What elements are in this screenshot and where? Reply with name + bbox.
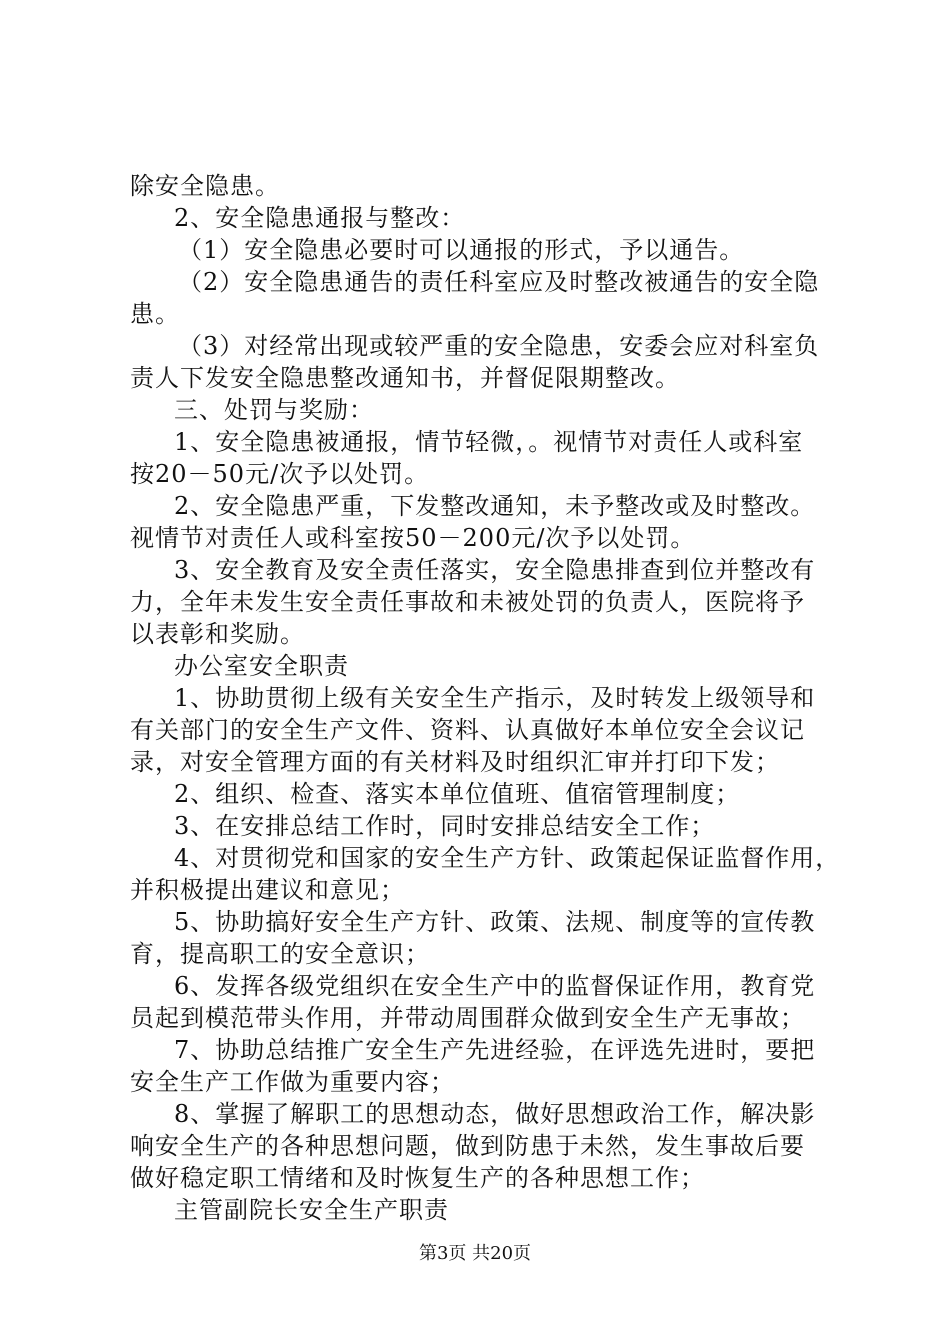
text-line: 3、安全教育及安全责任落实，安全隐患排查到位并整改有 (174, 556, 816, 584)
text-line: 5、协助搞好安全生产方针、政策、法规、制度等的宣传教 (174, 908, 816, 936)
section-heading: 办公室安全职责 (174, 652, 349, 680)
text-line: （3）对经常出现或较严重的安全隐患，安委会应对科室负 (178, 332, 820, 360)
text-line: 做好稳定职工情绪和及时恢复生产的各种思想工作； (130, 1164, 705, 1192)
text-line: （1）安全隐患必要时可以通报的形式，予以通告。 (178, 236, 745, 264)
section-heading: 主管副院长安全生产职责 (174, 1196, 449, 1224)
text-line: 育，提高职工的安全意识； (130, 940, 430, 968)
text-line: 8、掌握了解职工的思想动态，做好思想政治工作，解决影 (174, 1100, 816, 1128)
text-line: 患。 (130, 300, 180, 328)
text-line: 以表彰和奖励。 (130, 620, 305, 648)
text-line: 责人下发安全隐患整改通知书，并督促限期整改。 (130, 364, 680, 392)
section-heading: 三、处罚与奖励： (174, 396, 374, 424)
text-line: 2、组织、检查、落实本单位值班、值宿管理制度； (174, 780, 741, 808)
text-line: 响安全生产的各种思想问题，做到防患于未然，发生事故后要 (130, 1132, 805, 1160)
text-line: 按20－50元/次予以处罚。 (130, 460, 430, 488)
text-line: 视情节对责任人或科室按50－200元/次予以处罚。 (130, 524, 696, 552)
text-line: 2、安全隐患严重，下发整改通知，未予整改或及时整改。 (174, 492, 816, 520)
text-line: 有关部门的安全生产文件、资料、认真做好本单位安全会议记 (130, 716, 805, 744)
text-line: 7、协助总结推广安全生产先进经验，在评选先进时，要把 (174, 1036, 816, 1064)
text-line: 力，全年未发生安全责任事故和未被处罚的负责人，医院将予 (130, 588, 805, 616)
text-line: 3、在安排总结工作时，同时安排总结安全工作； (174, 812, 716, 840)
text-line: （2）安全隐患通告的责任科室应及时整改被通告的安全隐 (178, 268, 820, 296)
document-body (130, 170, 841, 1226)
text-line: 安全生产工作做为重要内容； (130, 1068, 455, 1096)
text-line: 除安全隐患。 (130, 172, 280, 200)
text-line: 6、发挥各级党组织在安全生产中的监督保证作用，教育党 (174, 972, 816, 1000)
text-line: 2、安全隐患通报与整改： (174, 204, 466, 232)
page-number-footer: 第3页 共20页 (418, 1243, 532, 1264)
text-line: 录，对安全管理方面的有关材料及时组织汇审并打印下发； (130, 748, 780, 776)
text-line: 1、协助贯彻上级有关安全生产指示，及时转发上级领导和 (174, 684, 816, 712)
text-line: 1、安全隐患被通报，情节轻微，。视情节对责任人或科室 (174, 428, 804, 456)
text-line: 并积极提出建议和意见； (130, 876, 405, 904)
text-line: 4、对贯彻党和国家的安全生产方针、政策起保证监督作用， (174, 844, 841, 872)
text-line: 员起到模范带头作用，并带动周围群众做到安全生产无事故； (130, 1004, 805, 1032)
